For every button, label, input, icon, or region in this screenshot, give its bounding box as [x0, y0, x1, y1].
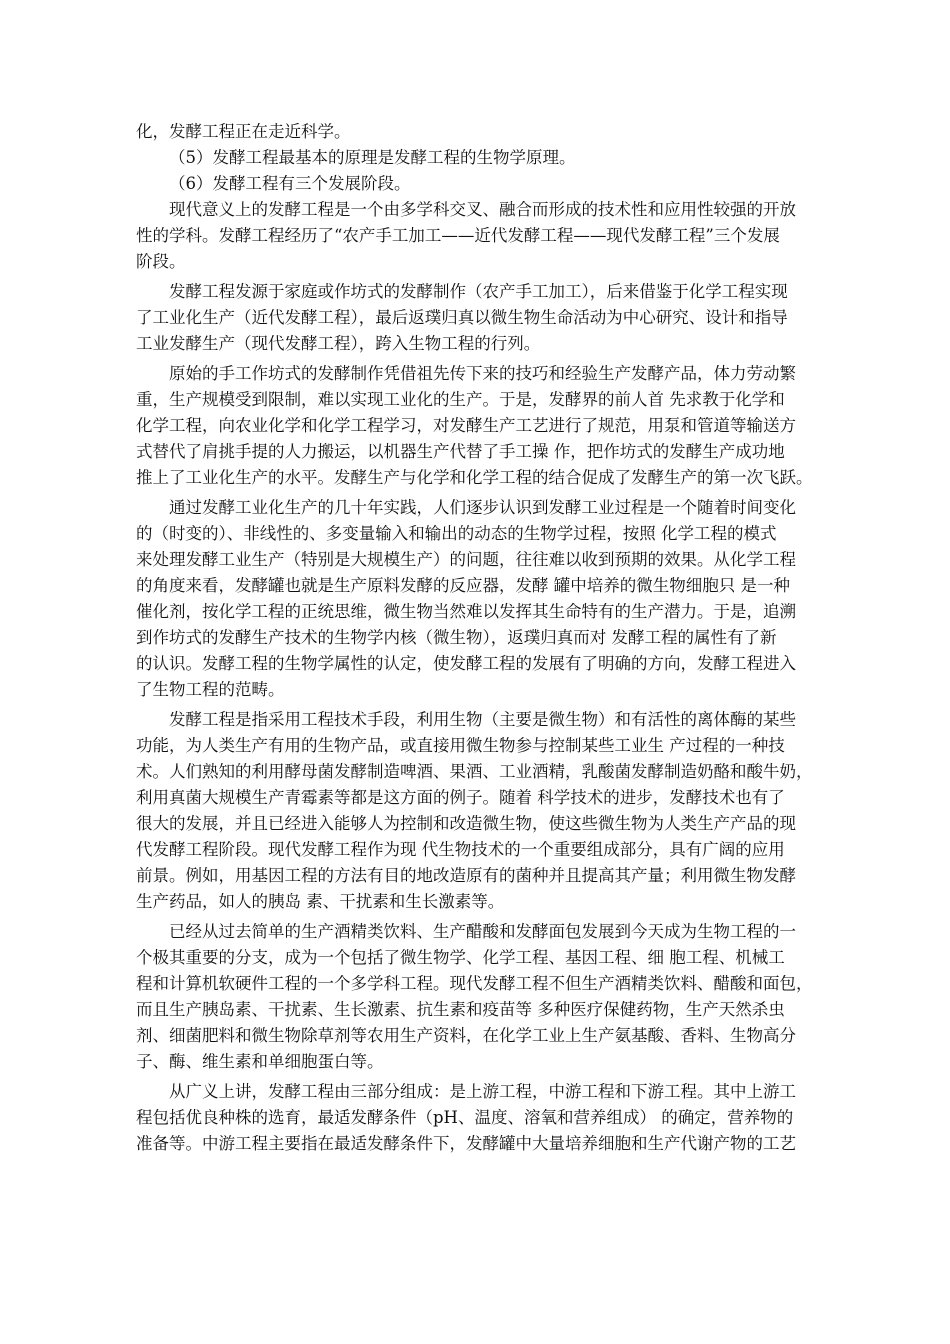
document-page — [136, 119, 828, 1157]
paragraph-line: 很大的发展，并且已经进入能够人为控制和改造微生物，使这些微生物为人类生产产品的现 — [136, 814, 796, 833]
paragraph-line: 功能，为人类生产有用的生物产品，或直接用微生物参与控制某些工业生 产过程的一种技 — [136, 736, 785, 755]
paragraph-line: 剂、细菌肥料和微生物除草剂等农用生产资料，在化学工业上生产氨基酸、香料、生物高分 — [136, 1026, 796, 1045]
list-item-6: （6）发酵工程有三个发展阶段。 — [169, 174, 411, 193]
paragraph-line: 重，生产规模受到限制，难以实现工业化的生产。于是，发酵界的前人首 先求教于化学和 — [136, 390, 785, 409]
paragraph-line: 个极其重要的分支，成为一个包括了微生物学、化学工程、基因工程、细 胞工程、机械工 — [136, 948, 785, 967]
paragraph-line: 代发酵工程阶段。现代发酵工程作为现 代生物技术的一个重要组成部分，具有广阔的应用 — [136, 840, 785, 859]
paragraph-line: 利用真菌大规模生产青霉素等都是这方面的例子。随着 科学技术的进步，发酵技术也有了 — [136, 788, 785, 807]
paragraph-line: 从广义上讲，发酵工程由三部分组成：是上游工程，中游工程和下游工程。其中上游工 — [169, 1082, 796, 1101]
paragraph-line: 术。人们熟知的利用酵母菌发酵制造啤酒、果酒、工业酒精，乳酸菌发酵制造奶酪和酸牛奶， — [136, 762, 813, 781]
paragraph-line: 现代意义上的发酵工程是一个由多学科交叉、融合而形成的技术性和应用性较强的开放 — [169, 200, 796, 219]
paragraph-composition — [136, 1079, 828, 1157]
paragraph-origin — [136, 279, 828, 357]
paragraph-line: 子、酶、维生素和单细胞蛋白等。 — [136, 1052, 384, 1071]
paragraph-line: 程和计算机软硬件工程的一个多学科工程。现代发酵工程不但生产酒精类饮料、醋酸和面包， — [136, 974, 813, 993]
paragraph-line: 催化剂，按化学工程的正统思维，微生物当然难以发挥其生命特有的生产潜力。于是，追溯 — [136, 602, 796, 621]
paragraph-line: 而且生产胰岛素、干扰素、生长激素、抗生素和疫苗等 多种医疗保健药物，生产天然杀虫 — [136, 1000, 785, 1019]
paragraph-line: 化，发酵工程正在走近科学。 — [136, 122, 351, 141]
paragraph-line: 阶段。 — [136, 252, 186, 271]
paragraph-line: 已经从过去简单的生产酒精类饮料、生产醋酸和发酵面包发展到今天成为生物工程的一 — [169, 922, 796, 941]
paragraph-line: 了工业化生产（近代发酵工程），最后返璞归真以微生物生命活动为中心研究、设计和指导 — [136, 308, 788, 327]
paragraph-development — [136, 919, 828, 1075]
paragraph-line: 式替代了肩挑手提的人力搬运，以机器生产代替了手工操 作，把作坊式的发酵生产成功地 — [136, 442, 785, 461]
paragraph-industrial-practice — [136, 495, 828, 703]
paragraph-line: 化学工程，向农业化学和化学工程学习，对发酵生产工艺进行了规范，用泵和管道等输送方 — [136, 416, 796, 435]
paragraph-line: 原始的手工作坊式的发酵制作凭借祖先传下来的技巧和经验生产发酵产品，体力劳动繁 — [169, 364, 796, 383]
paragraph-line: 性的学科。发酵工程经历了“农产手工加工——近代发酵工程——现代发酵工程”三个发展 — [136, 226, 780, 245]
paragraph-line: 来处理发酵工业生产（特别是大规模生产）的问题，往往难以收到预期的效果。从化学工程 — [136, 550, 796, 569]
paragraph-line: 工业发酵生产（现代发酵工程），跨入生物工程的行列。 — [136, 334, 541, 353]
paragraph-line: 生产药品，如人的胰岛 素、干扰素和生长激素等。 — [136, 892, 505, 911]
paragraph-line: 的角度来看，发酵罐也就是生产原料发酵的反应器，发酵 罐中培养的微生物细胞只 是一种 — [136, 576, 790, 595]
paragraph-line: 前景。例如，用基因工程的方法有目的地改造原有的菌种并且提高其产量；利用微生物发酵 — [136, 866, 796, 885]
paragraph-modern-definition — [136, 197, 828, 275]
paragraph-definition — [136, 707, 828, 915]
paragraph-line: 通过发酵工业化生产的几十年实践，人们逐步认识到发酵工业过程是一个随着时间变化 — [169, 498, 796, 517]
paragraph-line: 的（时变的）、非线性的、多变量输入和输出的动态的生物学过程，按照 化学工程的模式 — [136, 524, 777, 543]
paragraph-line: 推上了工业化生产的水平。发酵生产与化学和化学工程的结合促成了发酵生产的第一次飞跃。 — [136, 468, 813, 487]
paragraph-line: 准备等。中游工程主要指在最适发酵条件下，发酵罐中大量培养细胞和生产代谢产物的工艺 — [136, 1134, 796, 1153]
list-item-5: （5）发酵工程最基本的原理是发酵工程的生物学原理。 — [169, 148, 576, 167]
paragraph-line: 的认识。发酵工程的生物学属性的认定，使发酵工程的发展有了明确的方向，发酵工程进入 — [136, 654, 796, 673]
paragraph-handcraft — [136, 361, 828, 491]
paragraph-line: 发酵工程发源于家庭或作坊式的发酵制作（农产手工加工），后来借鉴于化学工程实现 — [169, 282, 788, 301]
paragraph-line: 到作坊式的发酵生产技术的生物学内核（微生物），返璞归真而对 发酵工程的属性有了新 — [136, 628, 777, 647]
paragraph-line: 程包括优良种株的选育，最适发酵条件（pH、温度、溶氧和营养组成） 的确定，营养物的 — [136, 1108, 794, 1127]
paragraph-line: 发酵工程是指采用工程技术手段，利用生物（主要是微生物）和有活性的离体酶的某些 — [169, 710, 796, 729]
paragraph-line: 了生物工程的范畴。 — [136, 680, 285, 699]
